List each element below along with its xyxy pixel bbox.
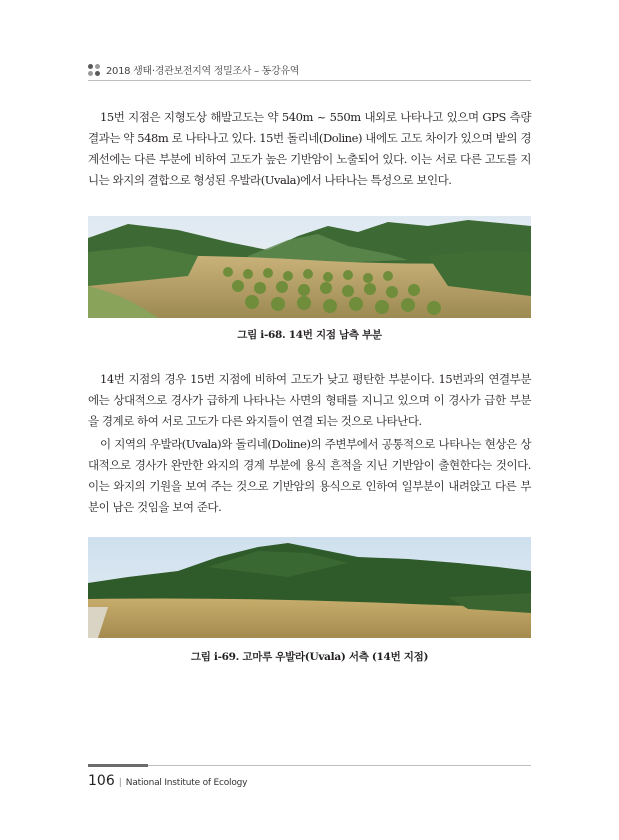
running-header — [88, 62, 299, 77]
figure-1-caption: 그림 i-68. 14번 지점 남측 부분 — [237, 329, 382, 341]
figure-2-caption: 그림 i-69. 고마루 우발라(Uvala) 서측 (14번 지점) — [190, 651, 429, 663]
figure-1-photo — [88, 216, 531, 318]
footer-institution: National Institute of Ecology — [125, 778, 248, 788]
footer-separator: | — [118, 778, 122, 788]
paragraph-3: 이 지역의 우발라(Uvala)와 돌리네(Doline)의 주변부에서 공통적으로 나타나는 현상은 상대적으로 경사가 완만한 와지의 경계 부분에 용식 흔적을 지닌 기반암이 출현한다는 것이다. 이는 와지의 기원을 보여 주는 것으로 기반암의 용식으로 인하여 일부분이 내려앉고 다른 부분이 남은 것임을 보여 준다. — [88, 437, 531, 514]
paragraph-2: 14번 지점의 경우 15번 지점에 비하여 고도가 낮고 평탄한 부분이다. 15번과의 연결부분에는 상대적으로 경사가 급하게 나타나는 사면의 형태를 지니고 있으며 이 경사가 급한 부분을 경계로 하여 서로 고도가 다른 와지들이 연결 되는 것으로 나타난다. — [88, 372, 531, 428]
header-title: 2018 생태·경관보전지역 정밀조사 – 동강유역 — [106, 66, 300, 77]
header-dots-icon — [88, 64, 100, 76]
page-number: 106 — [88, 773, 115, 789]
figure-2-photo — [88, 537, 531, 638]
paragraph-1: 15번 지점은 지형도상 해발고도는 약 540m ~ 550m 내외로 나타나고 있으며 GPS 측량 결과는 약 548m 로 나타나고 있다. 15번 돌리네(Doline) 내에도 고도 차이가 있으며 밭의 경계선에는 다른 부분에 비하여 고도가 높은 기반암이 노출되어 있다. 이는 서로 다른 고도를 지니는 와지의 결합으로 형성된 우발라(Uvala)에서 나타나는 특성으로 보인다. — [88, 110, 531, 187]
page-footer — [88, 773, 247, 789]
header-divider — [88, 80, 531, 81]
footer-accent-bar — [88, 764, 148, 767]
footer-divider — [88, 765, 531, 766]
